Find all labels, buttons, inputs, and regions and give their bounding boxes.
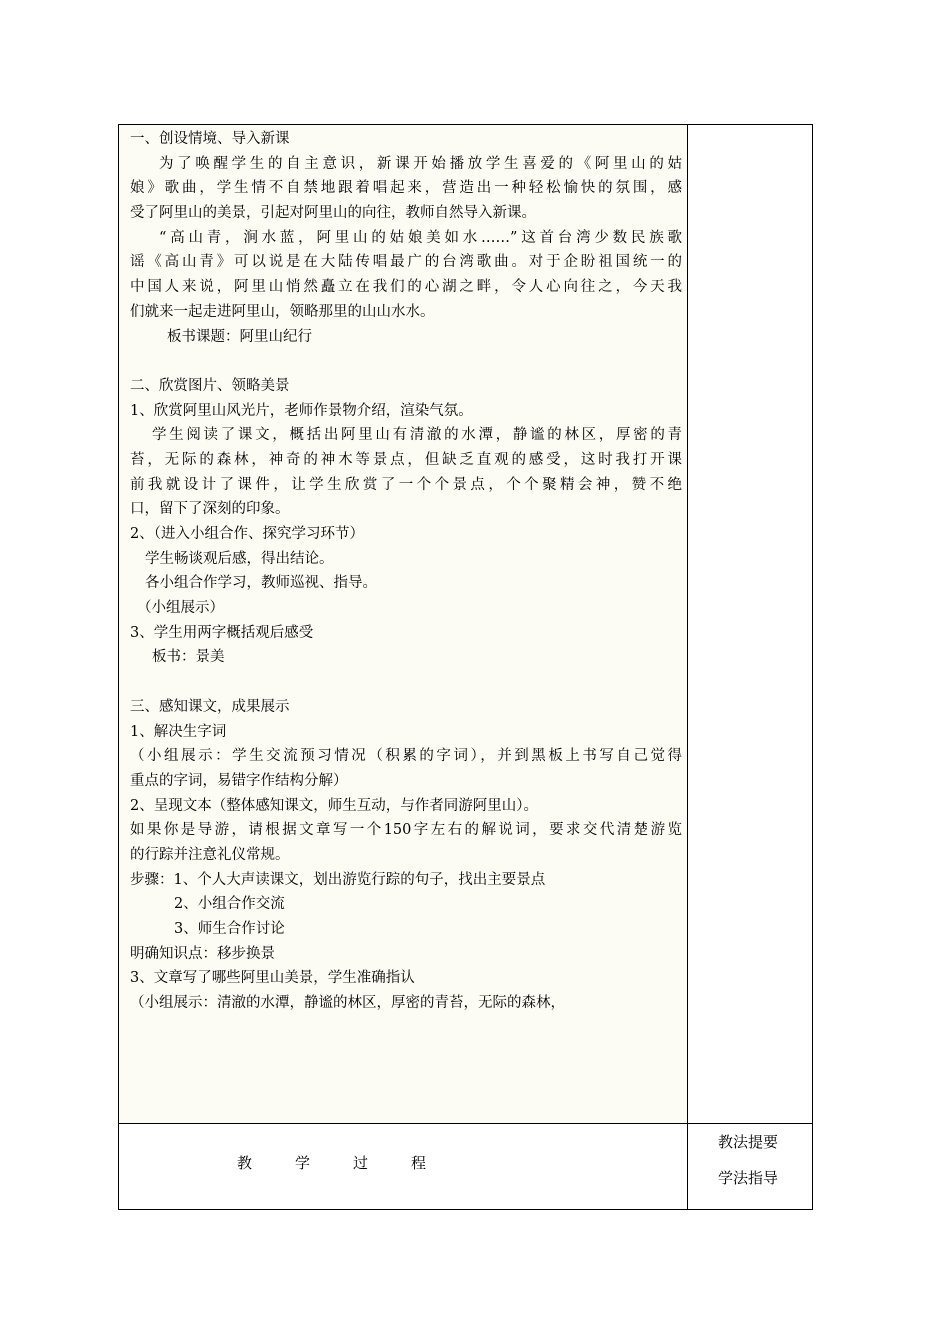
text-line: 明确知识点：移步换景	[130, 945, 275, 962]
text-line: 们就来一起走进阿里山，领略那里的山山水水。	[130, 303, 435, 320]
text-line: 谣《高山青》可以说是在大陆传唱最广的台湾歌曲。对于企盼祖国统一的	[130, 254, 682, 271]
teaching-method-label: 教法提要	[718, 1133, 779, 1151]
text-line: 重点的字词，易错字作结构分解）	[130, 772, 348, 789]
text-line: 1、欣赏阿里山风光片，老师作景物介绍，渲染气氛。	[130, 402, 473, 419]
text-line: 2、呈现文本（整体感知课文，师生互动，与作者同游阿里山）。	[130, 797, 538, 814]
text-line: 的行踪并注意礼仪常规。	[130, 846, 290, 863]
notes-cell	[688, 125, 812, 1123]
text-line: 娘》歌曲，学生情不自禁地跟着唱起来，营造出一种轻松愉快的氛围，感	[130, 180, 682, 197]
text-line: 口，留下了深刻的印象。	[130, 501, 290, 518]
text-line: 1、解决生字词	[130, 723, 227, 740]
teaching-process-label	[237, 1152, 469, 1173]
footer-row	[119, 1123, 812, 1209]
teaching-process-cell	[119, 1124, 688, 1209]
text-line: 步骤：1、个人大声读课文，划出游览行踪的句子，找出主要景点	[130, 871, 546, 888]
lesson-table	[118, 124, 813, 1210]
board-text: 板书：景美	[152, 649, 225, 666]
text-line: “高山青，涧水蓝，阿里山的姑娘美如水……”这首台湾少数民族歌	[159, 229, 682, 246]
text-line: 受了阿里山的美景，引起对阿里山的向往，教师自然导入新课。	[130, 205, 536, 222]
lesson-text	[130, 127, 682, 1016]
process-char: 学	[295, 1154, 311, 1172]
text-line: 前我就设计了课件，让学生欣赏了一个个景点，个个聚精会神，赞不绝	[130, 476, 682, 493]
text-line: （小组展示）	[137, 600, 224, 617]
text-line: （小组展示：清澈的水潭，静谧的林区，厚密的青苔，无际的森林，	[130, 995, 565, 1012]
process-char: 程	[411, 1154, 427, 1172]
text-line: 学生阅读了课文，概括出阿里山有清澈的水潭，静谧的林区，厚密的青	[152, 427, 682, 444]
section-heading-2: 二、欣赏图片、领略美景	[130, 377, 290, 394]
learning-method-label: 学法指导	[718, 1169, 779, 1187]
section-heading-3: 三、感知课文，成果展示	[130, 698, 290, 715]
blank-line	[130, 349, 682, 374]
text-line: 3、文章写了哪些阿里山美景，学生准确指认	[130, 970, 415, 987]
text-line: 2、（进入小组合作、探究学习环节）	[130, 526, 364, 542]
text-line: 3、师生合作讨论	[174, 921, 285, 937]
text-line: 如果你是导游，请根据文章写一个150字左右的解说词，要求交代清楚游览	[130, 822, 682, 839]
text-line: 学生畅谈观后感，得出结论。	[145, 550, 334, 567]
text-line: 为了唤醒学生的自主意识，新课开始播放学生喜爱的《阿里山的姑	[159, 155, 682, 172]
process-char: 教	[237, 1154, 253, 1172]
board-title: 板书课题：阿里山纪行	[167, 328, 312, 345]
text-line: （小组展示：学生交流预习情况（积累的字词），并到黑板上书写自己觉得	[130, 748, 682, 765]
blank-line	[130, 670, 682, 695]
text-line: 中国人来说，阿里山悄然矗立在我们的心湖之畔，令人心向往之，今天我	[130, 279, 682, 296]
method-cell	[688, 1124, 812, 1209]
process-char: 过	[353, 1154, 369, 1172]
text-line: 苔，无际的森林，神奇的神木等景点，但缺乏直观的感受，这时我打开课	[130, 451, 682, 468]
text-line: 2、小组合作交流	[174, 896, 285, 913]
text-line: 3、学生用两字概括观后感受	[130, 624, 314, 641]
text-line: 各小组合作学习，教师巡视、指导。	[145, 575, 377, 592]
section-heading-1: 一、创设情境、导入新课	[130, 131, 290, 147]
process-content-cell	[119, 125, 688, 1123]
